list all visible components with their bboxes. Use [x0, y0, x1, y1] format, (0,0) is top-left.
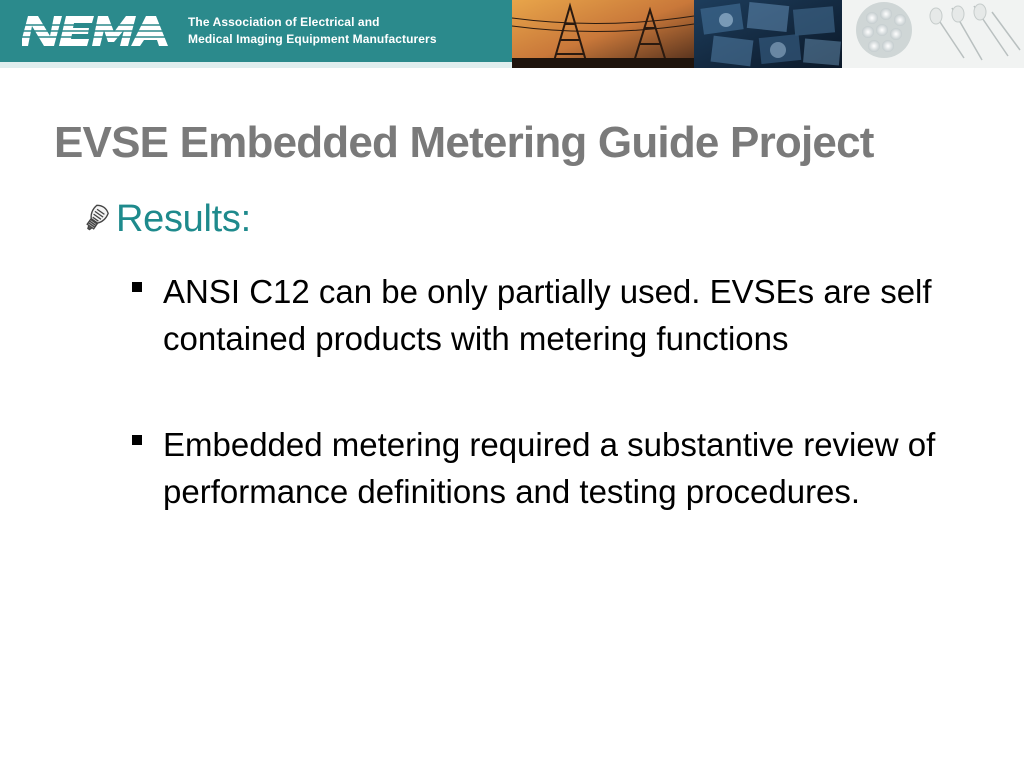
level1-bullet	[78, 198, 251, 241]
bullet-text: Embedded metering required a substantive review of performance definitions and testing procedures.	[163, 426, 936, 510]
tagline-line-2: Medical Imaging Equipment Manufacturers	[188, 32, 437, 46]
square-bullet-icon	[132, 282, 142, 292]
bullet-text: ANSI C12 can be only partially used. EVSEs are self contained products with metering functions	[163, 273, 932, 357]
bullet-item	[132, 268, 962, 362]
power-tower-photo	[512, 0, 694, 68]
nema-logo	[22, 12, 168, 50]
level1-text: Results:	[116, 198, 251, 240]
tagline	[188, 14, 437, 48]
medical-scan-photo	[694, 0, 842, 68]
lightbulb-icon	[78, 203, 112, 237]
led-components-photo	[842, 0, 1024, 68]
slide-title: EVSE Embedded Metering Guide Project	[54, 118, 874, 167]
bullet-item	[132, 421, 962, 515]
square-bullet-icon	[132, 435, 142, 445]
tagline-line-1: The Association of Electrical and	[188, 15, 380, 29]
header-photo-strip	[512, 0, 1024, 68]
